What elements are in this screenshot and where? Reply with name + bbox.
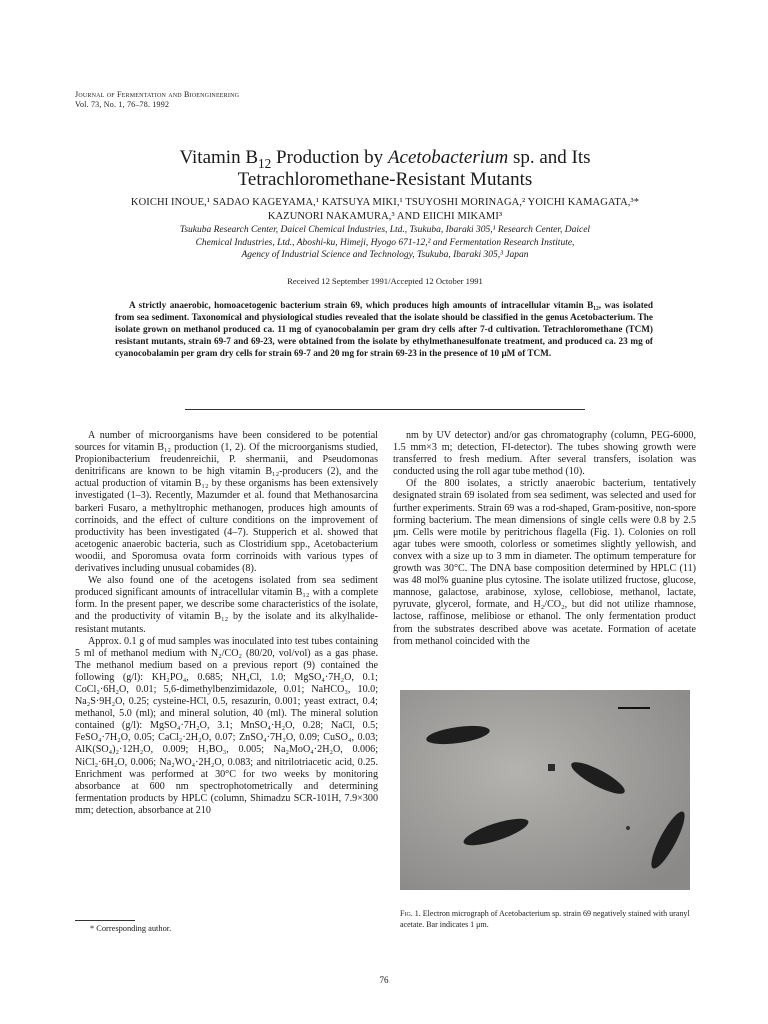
title-part-1: Vitamin B xyxy=(179,147,258,168)
debris-particle xyxy=(626,826,630,830)
figure-caption xyxy=(400,908,692,930)
affiliation-line-3: Agency of Industrial Science and Technology, Tsukuba, Ibaraki 305,³ Japan xyxy=(241,250,529,260)
body-column-right xyxy=(393,430,696,648)
page-number: 76 xyxy=(379,975,389,985)
journal-header xyxy=(75,90,239,110)
body-paragraph: Approx. 0.1 g of mud samples was inoculated into test tubes containing 5 ml of methanol medium with N₂/CO₂ (80/20, vol/vol) as a gas phase. The methanol medium based on a previous report (9) contained the following (g/l): KH₂PO₄, 0.685; NH₄Cl, 1.0; MgSO₄·7H₂O, 0.1; CoCl₂·6H₂O, 0.01; 5,6-dimethylbenzimidazole, 0.01; NaHCO₃, 10.0; Na₂S·9H₂O, 0.25; cysteine-HCl, 0.5, resazurin, 0.001; yeast extract, 0.4; methanol, 5.0 (ml); and mineral solution, 40 (ml). The mineral solution contained (g/l): MgSO₄·7H₂O, 3.1; MnSO₄·H₂O, 0.28; NaCl, 0.5; FeSO₄·7H₂O, 0.05; CaCl₂·2H₂O, 0.07; ZnSO₄·7H₂O, 0.09; CuSO₄, 0.03; AlK(SO₄)₂·12H₂O, 0.009; H₃BO₃, 0.005; Na₂MoO₄·2H₂O, 0.006; NiCl₂·6H₂O, 0.006; Na₂WO₄·2H₂O, 0.083; and nitrilotriacetic acid, 0.25. Enrichment was performed at 30°C for two weeks by monitoring absorbance at 600 nm spectrophotometrically and determining fermentation products by HPLC (column, Shimadzu SCR-101H, 7.9×300 mm; detection, absorbance at 210 xyxy=(75,635,378,816)
section-divider xyxy=(185,409,585,410)
title-line-2: Tetrachloromethane-Resistant Mutants xyxy=(237,169,533,190)
title-part-2: Production by xyxy=(271,147,388,168)
affiliation-line-1: Tsukuba Research Center, Daicel Chemical Industries, Ltd., Tsukuba, Ibaraki 305,¹ Research Center, Daicel xyxy=(179,225,591,235)
debris-particle xyxy=(548,764,555,771)
affiliation-line-2: Chemical Industries, Ltd., Aboshi-ku, Himeji, Hyogo 671-12,² and Fermentation Research Institute, xyxy=(195,237,575,248)
title-part-3: sp. and Its xyxy=(508,147,591,168)
body-paragraph: A number of microorganisms have been considered to be potential sources for vitamin B₁₂ production (1, 2). Of the microorganisms studied, Propionibacterium freudenreichii, P. shermanii, and Pseudomonas denitrificans are known to be high vitamin B₁₂-producers (2), and the actual production of vitamin B₁₂ by these organisms has been extensively investigated (1–3). Recently, Mazumder et al. found that Methanosarcina barkeri Fusaro, a methyltrophic methanogen, produces high amounts of corrinoids, and the effect of culture conditions on the improvement of productivity has been investigated (4–7). Stupperich et al. showed that acetogenic anaerobic bacteria, such as Clostridium spp., Acetobacterium woodii, and Sporomusa ovata form corrinoids with various types of derivatives including unusual cobamides (8). xyxy=(75,430,378,575)
figure-label: Fig. 1. xyxy=(400,909,421,918)
authors-line-2: KAZUNORI NAKAMURA,³ AND EIICHI MIKAMI³ xyxy=(267,211,503,222)
author-list xyxy=(70,196,700,224)
figure-caption-text: Electron micrograph of Acetobacterium sp. strain 69 negatively stained with uranyl acetate. Bar indicates 1 μm. xyxy=(400,909,690,929)
affiliations xyxy=(80,224,690,262)
journal-name: Journal of Fermentation and Bioengineering xyxy=(75,90,240,99)
body-paragraph: Of the 800 isolates, a strictly anaerobic bacterium, tentatively designated strain 69 isolated from sea sediment, was selected and used for further experiments. Strain 69 was a rod-shaped, Gram-positive, non-spore forming bacterium. The mean dimensions of single cells were 0.8 by 2.5 μm. Cells were motile by peritrichous flagella (Fig. 1). Colonies on roll agar tubes were smooth, colorless or sometimes slightly yellowish, and convex with a size up to 3 mm in diameter. The optimum temperature for growth was 30°C. The DNA base composition determined by HPLC (11) was 48 mol% guanine plus cytosine. The isolate utilized fructose, glucose, mannose, galactose, arabinose, xylose, cellobiose, methanol, lactate, pyruvate, glycerol, formate, and H₂/CO₂, but did not utilize rhamnose, lactose, raffinose, melibiose or ethanol. The only fermentation product from the substrates described above was acetate. Formation of acetate from methanol coincided with the xyxy=(393,478,696,647)
body-paragraph: We also found one of the acetogens isolated from sea sediment produced significant amounts of intracellular vitamin B₁₂ with a complete form. In the present paper, we describe some characteristics of the isolate, and the productivity of vitamin B₁₂ by the isolate and its alkylhalide-resistant mutants. xyxy=(75,575,378,635)
body-paragraph: nm by UV detector) and/or gas chromatography (column, PEG-6000, 1.5 mm×3 m; detection, FI-detector). The tubes showing growth were transferred to fresh medium. After several transfers, isolation was conducted using the roll agar tube method (10). xyxy=(393,430,696,478)
article-title xyxy=(70,147,700,191)
abstract xyxy=(115,299,653,359)
micrograph-image xyxy=(400,690,690,890)
footnote: * Corresponding author. xyxy=(90,924,172,933)
title-subscript: 12 xyxy=(258,155,272,171)
figure-micrograph xyxy=(400,690,690,890)
title-genus: Acetobacterium xyxy=(387,147,509,168)
received-date: Received 12 September 1991/Accepted 12 October 1991 xyxy=(287,276,483,286)
journal-volume: Vol. 73, No. 1, 76–78. 1992 xyxy=(75,100,170,109)
footnote-divider xyxy=(75,920,135,921)
body-column-left xyxy=(75,430,378,817)
authors-line-1: KOICHI INOUE,¹ SADAO KAGEYAMA,¹ KATSUYA MIKI,¹ TSUYOSHI MORINAGA,² YOICHI KAMAGATA,³* xyxy=(130,197,640,208)
abstract-text: A strictly anaerobic, homoacetogenic bacterium strain 69, which produces high amounts of intracellular vitamin B₁₂, was isolated from sea sediment. Taxonomical and physiological studies revealed that the isolate should be classified in the genus Acetobacterium. The isolate grown on methanol produced ca. 11 mg of cyanocobalamin per gram dry cells after 7-d cultivation. Tetrachloromethane (TCM) resistant mutants, strain 69-7 and 69-23, were obtained from the isolate by ethylmethanesulfonate treatment, and produced ca. 23 mg of cyanocobalamin per gram dry cells for strain 69-7 and 20 mg for strain 69-23 in the presence of 10 μM of TCM. xyxy=(115,300,653,358)
